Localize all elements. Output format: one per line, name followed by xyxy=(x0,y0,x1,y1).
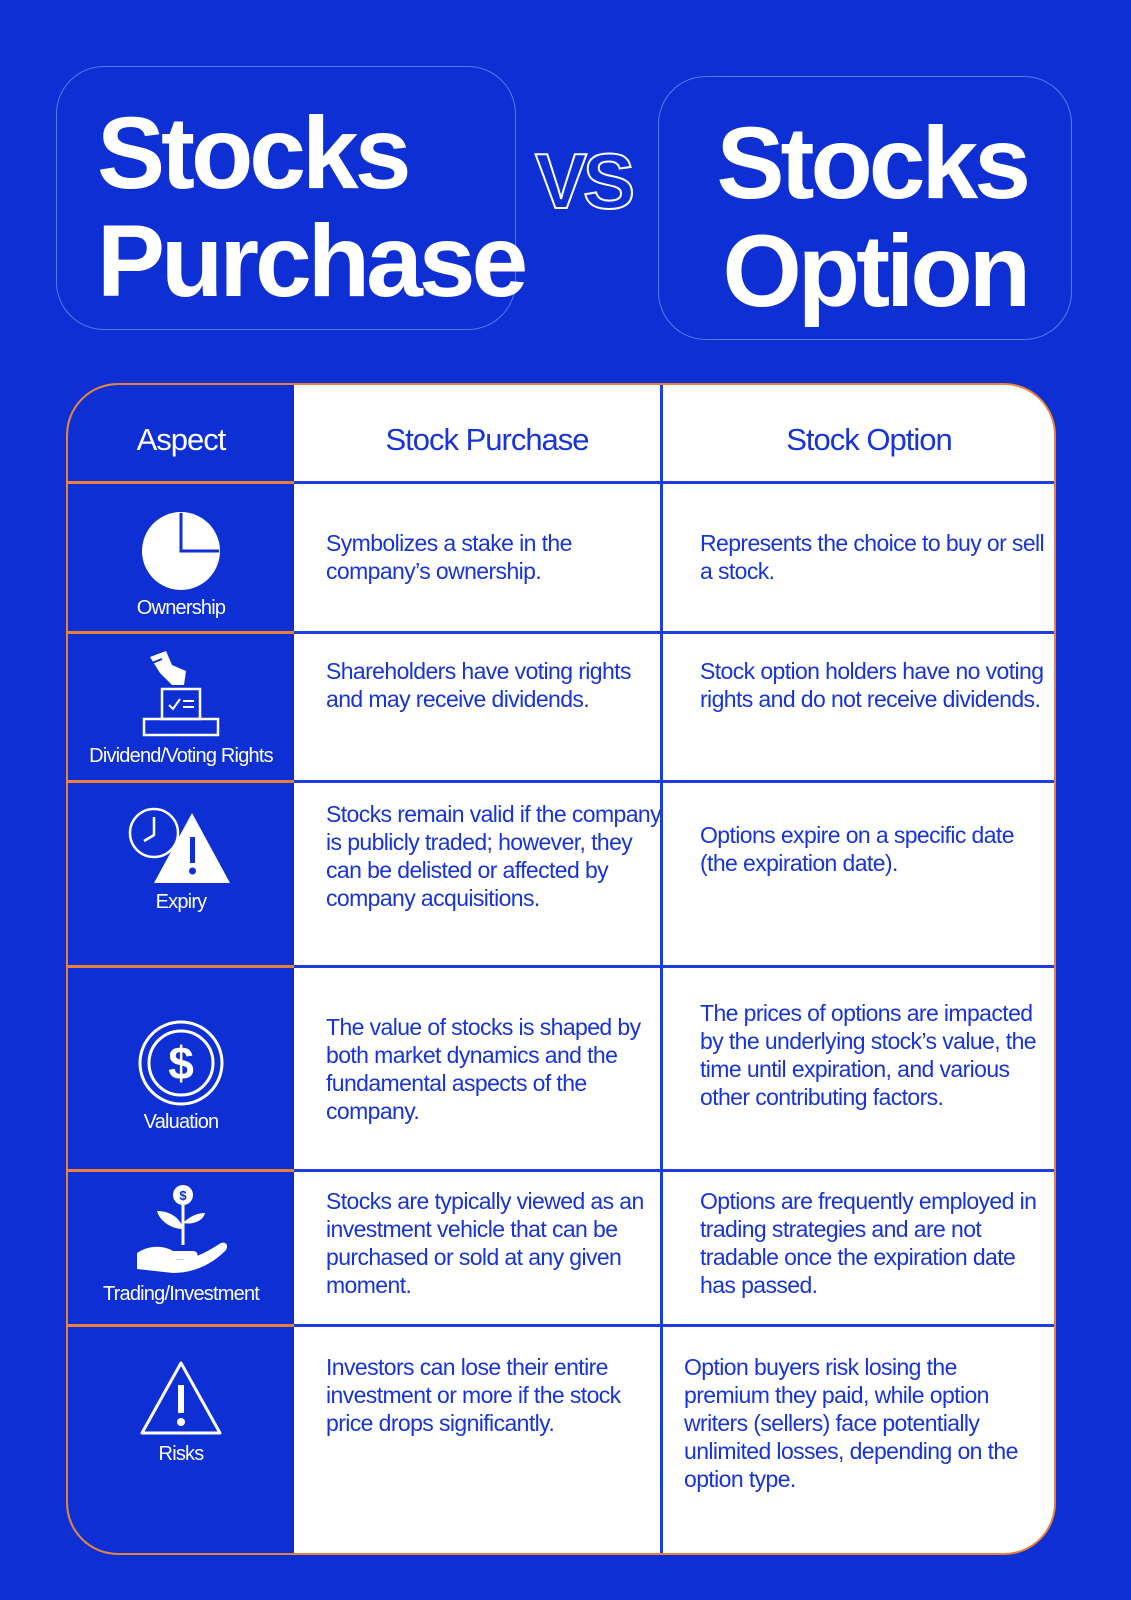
aspect-label: Ownership xyxy=(136,597,226,619)
aspect-label: Valuation xyxy=(143,1111,219,1133)
cell-purchase-trading: Stocks are typically viewed as an investment vehicle that can be purchased or sold at any given moment. xyxy=(326,1188,644,1298)
aspect-expiry xyxy=(68,805,294,914)
aspect-label: Expiry xyxy=(155,891,207,913)
header-aspect: Aspect xyxy=(136,422,226,457)
comparison-table xyxy=(66,383,1056,1555)
title-right-line1: Stocks xyxy=(716,106,1027,220)
aspect-label: Trading/Investment xyxy=(102,1283,260,1305)
warning-triangle-icon xyxy=(138,1359,224,1439)
cell-purchase-ownership: Symbolizes a stake in the company’s ownership. xyxy=(326,530,572,584)
cell-purchase-risks: Investors can lose their entire investment or more if the stock price drops significantly. xyxy=(326,1354,621,1436)
cell-option-risks: Option buyers risk losing the premium they paid, while option writers (sellers) face potentially unlimited losses, depending on the option type. xyxy=(684,1354,1018,1492)
vs-label: VS xyxy=(535,137,632,225)
dollar-coin-icon xyxy=(137,1019,225,1107)
header-stock-option: Stock Option xyxy=(786,422,952,457)
aspect-trading xyxy=(68,1183,294,1306)
title-stocks-option xyxy=(658,76,1072,340)
row-divider xyxy=(68,631,1054,634)
cell-option-valuation: The prices of options are impacted by the underlying stock’s value, the time until expiration, and various other contributing factors. xyxy=(700,1000,1036,1110)
aspect-valuation xyxy=(68,1019,294,1134)
pie-chart-icon xyxy=(139,509,223,593)
cell-option-ownership: Represents the choice to buy or sell a stock. xyxy=(700,530,1045,584)
svg-text:$: $ xyxy=(179,1188,187,1203)
cell-purchase-expiry: Stocks remain valid if the company is publicly traded; however, they can be delisted or affected by company acquisitions. xyxy=(326,801,661,911)
row-divider xyxy=(68,1324,1054,1327)
row-divider xyxy=(68,481,1054,484)
cell-option-trading: Options are frequently employed in trading strategies and are not tradable once the expiration date has passed. xyxy=(700,1188,1037,1298)
row-divider xyxy=(68,780,1054,783)
aspect-dividend-voting xyxy=(68,651,294,768)
ballot-box-icon xyxy=(136,651,226,741)
row-divider xyxy=(68,1169,1054,1172)
title-right-line2: Option xyxy=(722,214,1027,328)
title-left-line1: Stocks xyxy=(97,96,408,210)
hand-plant-icon xyxy=(133,1183,229,1279)
header-stock-purchase: Stock Purchase xyxy=(385,422,589,457)
svg-text:$: $ xyxy=(168,1037,194,1089)
aspect-label: Dividend/Voting Rights xyxy=(89,745,273,767)
cell-option-expiry: Options expire on a specific date (the expiration date). xyxy=(700,822,1014,876)
cell-purchase-valuation: The value of stocks is shaped by both market dynamics and the fundamental aspects of the company. xyxy=(326,1014,641,1124)
aspect-risks xyxy=(68,1359,294,1466)
cell-option-dividend: Stock option holders have no voting rights and do not receive dividends. xyxy=(700,658,1044,712)
title-stocks-purchase xyxy=(56,66,525,330)
cell-purchase-dividend: Shareholders have voting rights and may receive dividends. xyxy=(326,658,631,712)
aspect-ownership xyxy=(68,509,294,620)
aspect-label: Risks xyxy=(158,1443,204,1465)
title-left-line2: Purchase xyxy=(97,204,525,318)
row-divider xyxy=(68,965,1054,968)
clock-warning-icon xyxy=(126,805,236,887)
